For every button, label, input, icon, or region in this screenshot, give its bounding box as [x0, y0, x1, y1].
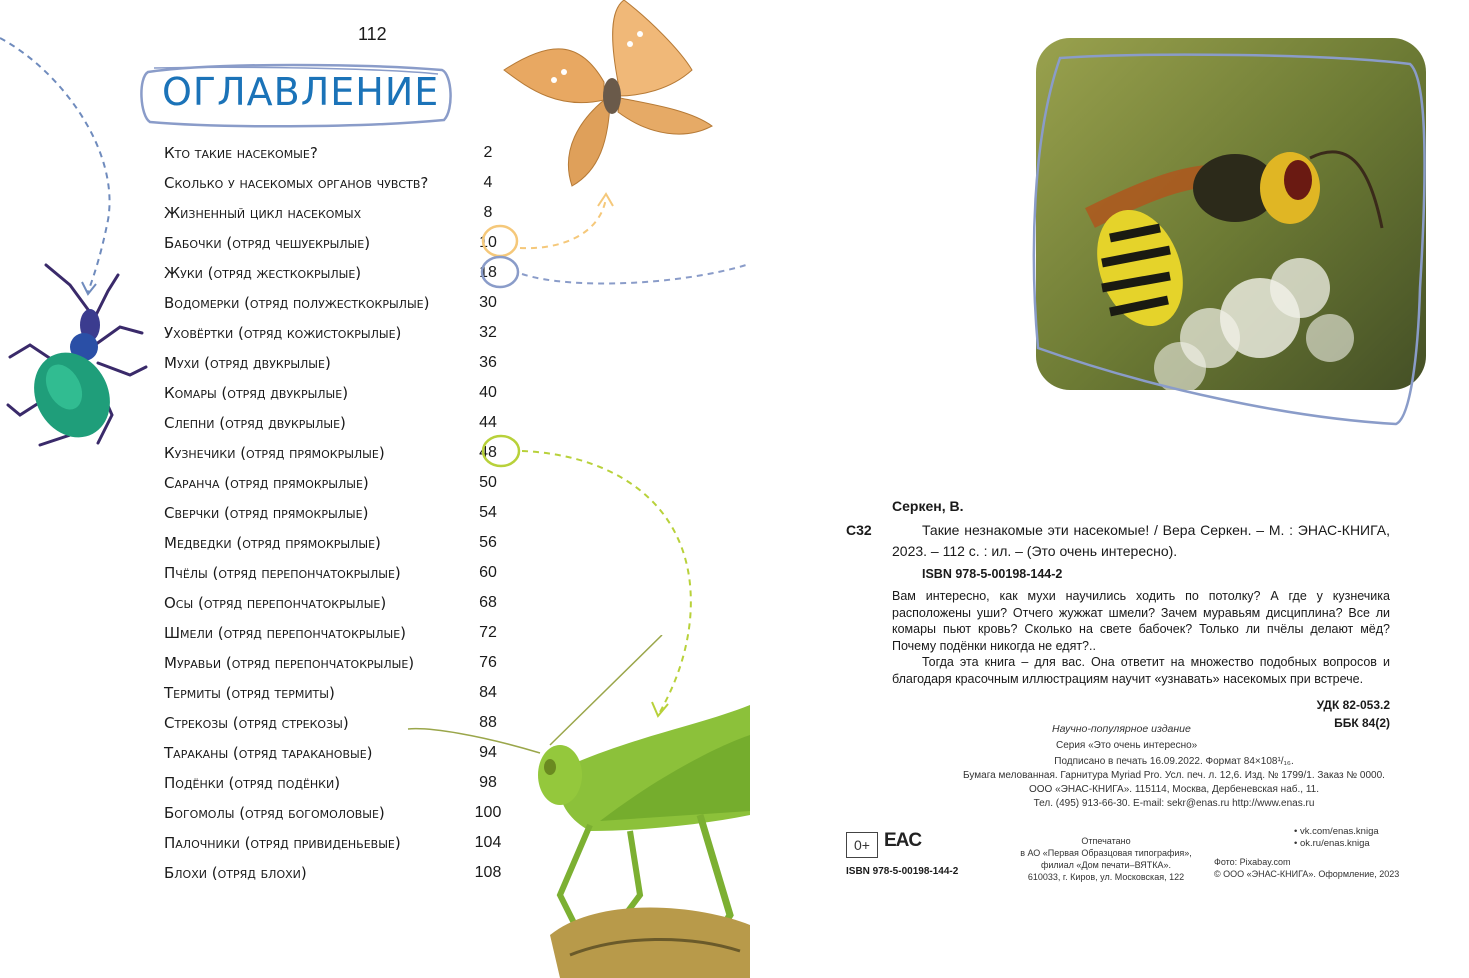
toc-title: Жуки (отряд жесткокрылые) — [164, 264, 362, 282]
page-number: 112 — [358, 24, 387, 44]
toc-page-number: 88 — [479, 714, 497, 731]
bib-isbn: ISBN 978-5-00198-144-2 — [922, 567, 1063, 581]
printer-line: Отпечатано — [1081, 836, 1131, 846]
toc-page-number: 54 — [479, 504, 497, 521]
toc-page-number: 40 — [479, 384, 497, 401]
print-line: Тел. (495) 913-66-30. E-mail: sekr@enas.ru http://www.enas.ru — [1033, 798, 1315, 809]
bib-author: Серкен, В. — [892, 498, 964, 514]
printer-line: филиал «Дом печати–ВЯТКА». — [1040, 860, 1172, 870]
toc-title: Подёнки (отряд подёнки) — [164, 774, 341, 792]
copyright: © ООО «ЭНАС-КНИГА». Оформление, 2023 — [1214, 869, 1400, 879]
age-rating-badge: 0+ — [846, 832, 878, 858]
edition-type: Научно-популярное издание — [1052, 723, 1191, 735]
toc-title: Слепни (отряд двукрылые) — [164, 414, 346, 432]
toc-title: Бабочки (отряд чешуекрылые) — [164, 234, 371, 252]
edition-series: Серия «Это очень интересно» — [1056, 740, 1198, 751]
toc-title: Саранча (отряд прямокрылые) — [164, 474, 369, 492]
beetle-illustration — [0, 255, 150, 465]
toc-title: Кузнечики (отряд прямокрылые) — [164, 444, 385, 462]
toc-page-number: 2 — [483, 144, 493, 161]
bottom-isbn: ISBN 978-5-00198-144-2 — [846, 866, 959, 877]
toc-title: Сколько у насекомых органов чувств? — [164, 174, 429, 192]
toc-title: Блохи (отряд блохи) — [164, 864, 307, 882]
toc-page-number: 94 — [479, 744, 497, 761]
toc-title: Комары (отряд двукрылые) — [164, 384, 349, 402]
photo-credit: Фото: Pixabay.com — [1214, 857, 1291, 867]
social-link-ok[interactable]: • ok.ru/enas.kniga — [1294, 838, 1370, 849]
toc-page-number: 76 — [479, 654, 497, 671]
bib-abstract — [892, 588, 1390, 687]
print-info — [884, 755, 1464, 811]
toc-title: Тараканы (отряд таракановые) — [164, 744, 373, 762]
butterfly-illustration — [500, 0, 716, 190]
toc-title: Сверчки (отряд прямокрылые) — [164, 504, 369, 522]
toc-title: Осы (отряд перепончатокрылые) — [164, 594, 387, 612]
bib-class-code: С32 — [846, 522, 872, 538]
toc-title: Шмели (отряд перепончатокрылые) — [164, 624, 406, 642]
printer-line: 610033, г. Киров, ул. Московская, 122 — [1027, 872, 1185, 882]
eac-mark: EAC — [884, 830, 922, 851]
bib-udk: УДК 82-053.2 — [1316, 698, 1390, 712]
toc-title: Жизненный цикл насекомых — [164, 204, 362, 222]
toc-page-number: 72 — [479, 624, 497, 641]
toc-page-number: 100 — [474, 804, 502, 821]
toc-page-number: 30 — [479, 294, 497, 311]
toc-heading: ОГЛАВЛЕНИЕ — [162, 70, 440, 114]
toc-title: Кто такие насекомые? — [164, 144, 318, 162]
printer-info — [1006, 835, 1206, 883]
toc-page-number: 48 — [479, 444, 497, 461]
toc-page-number: 68 — [479, 594, 497, 611]
toc-page-number: 4 — [483, 174, 493, 191]
bib-entry: Такие незнакомые эти насекомые! / Вера Серкен. – М. : ЭНАС-КНИГА, 2023. – 112 с. : ил. – (Это очень интересно). — [892, 522, 1390, 559]
toc-title: Уховёртки (отряд кожистокрылые) — [164, 324, 402, 342]
toc-page-number: 60 — [479, 564, 497, 581]
toc-page-number: 44 — [479, 414, 497, 431]
bib-bbk: ББК 84(2) — [1334, 716, 1390, 730]
toc-page-number: 50 — [479, 474, 497, 491]
toc-title: Водомерки (отряд полужесткокрылые) — [164, 294, 430, 312]
print-line: ООО «ЭНАС-КНИГА». 115114, Москва, Дербеневская наб., 11. — [1028, 784, 1319, 795]
wasp-photo — [1030, 38, 1430, 430]
toc-page-number: 8 — [483, 204, 493, 221]
print-line: Бумага мелованная. Гарнитура Myriad Pro. Усл. печ. л. 12,6. Изд. № 1799/1. Заказ № 0000. — [963, 770, 1385, 781]
credits — [1214, 856, 1399, 880]
print-line: Подписано в печать 16.09.2022. Формат 84×108¹/₁₆. — [1054, 756, 1294, 767]
toc-page-number: 10 — [479, 234, 497, 251]
social-links — [1294, 826, 1379, 850]
toc-page-number: 18 — [479, 264, 497, 281]
toc-page-number: 98 — [479, 774, 497, 791]
toc-page-number: 108 — [474, 864, 502, 881]
toc-page-number: 36 — [479, 354, 497, 371]
abstract-paragraph: Тогда эта книга – для вас. Она ответит на множество подобных вопросов и благодаря красочным иллюстрациям научит «узнавать» насекомых при встрече. — [892, 655, 1390, 686]
toc-page-number: 56 — [479, 534, 497, 551]
toc-page-number: 104 — [474, 834, 502, 851]
toc-title: Термиты (отряд термиты) — [164, 684, 335, 702]
printer-line: в АО «Первая Образцовая типография», — [1020, 848, 1192, 858]
toc-title: Стрекозы (отряд стрекозы) — [164, 714, 349, 732]
toc-page-number: 32 — [479, 324, 497, 341]
toc-title: Пчёлы (отряд перепончатокрылые) — [164, 564, 401, 582]
toc-title: Палочники (отряд привиденьевые) — [164, 834, 401, 852]
toc-title: Муравьи (отряд перепончатокрылые) — [164, 654, 415, 672]
toc-page-number: 84 — [479, 684, 497, 701]
toc-title: Медведки (отряд прямокрылые) — [164, 534, 381, 552]
grasshopper-illustration — [400, 635, 750, 978]
social-link-vk[interactable]: • vk.com/enas.kniga — [1294, 826, 1379, 837]
toc-title: Богомолы (отряд богомоловые) — [164, 804, 385, 822]
toc-title: Мухи (отряд двукрылые) — [164, 354, 331, 372]
abstract-paragraph: Вам интересно, как мухи научились ходить по потолку? А где у кузнечика расположены уши? Отчего жужжат шмели? Зачем муравьям дисциплина? Все ли комары пьют кровь? Сколько на свете бабочек? Только ли пчёлы делают мёд? Почему подёнки никогда не едят?.. — [892, 589, 1390, 653]
